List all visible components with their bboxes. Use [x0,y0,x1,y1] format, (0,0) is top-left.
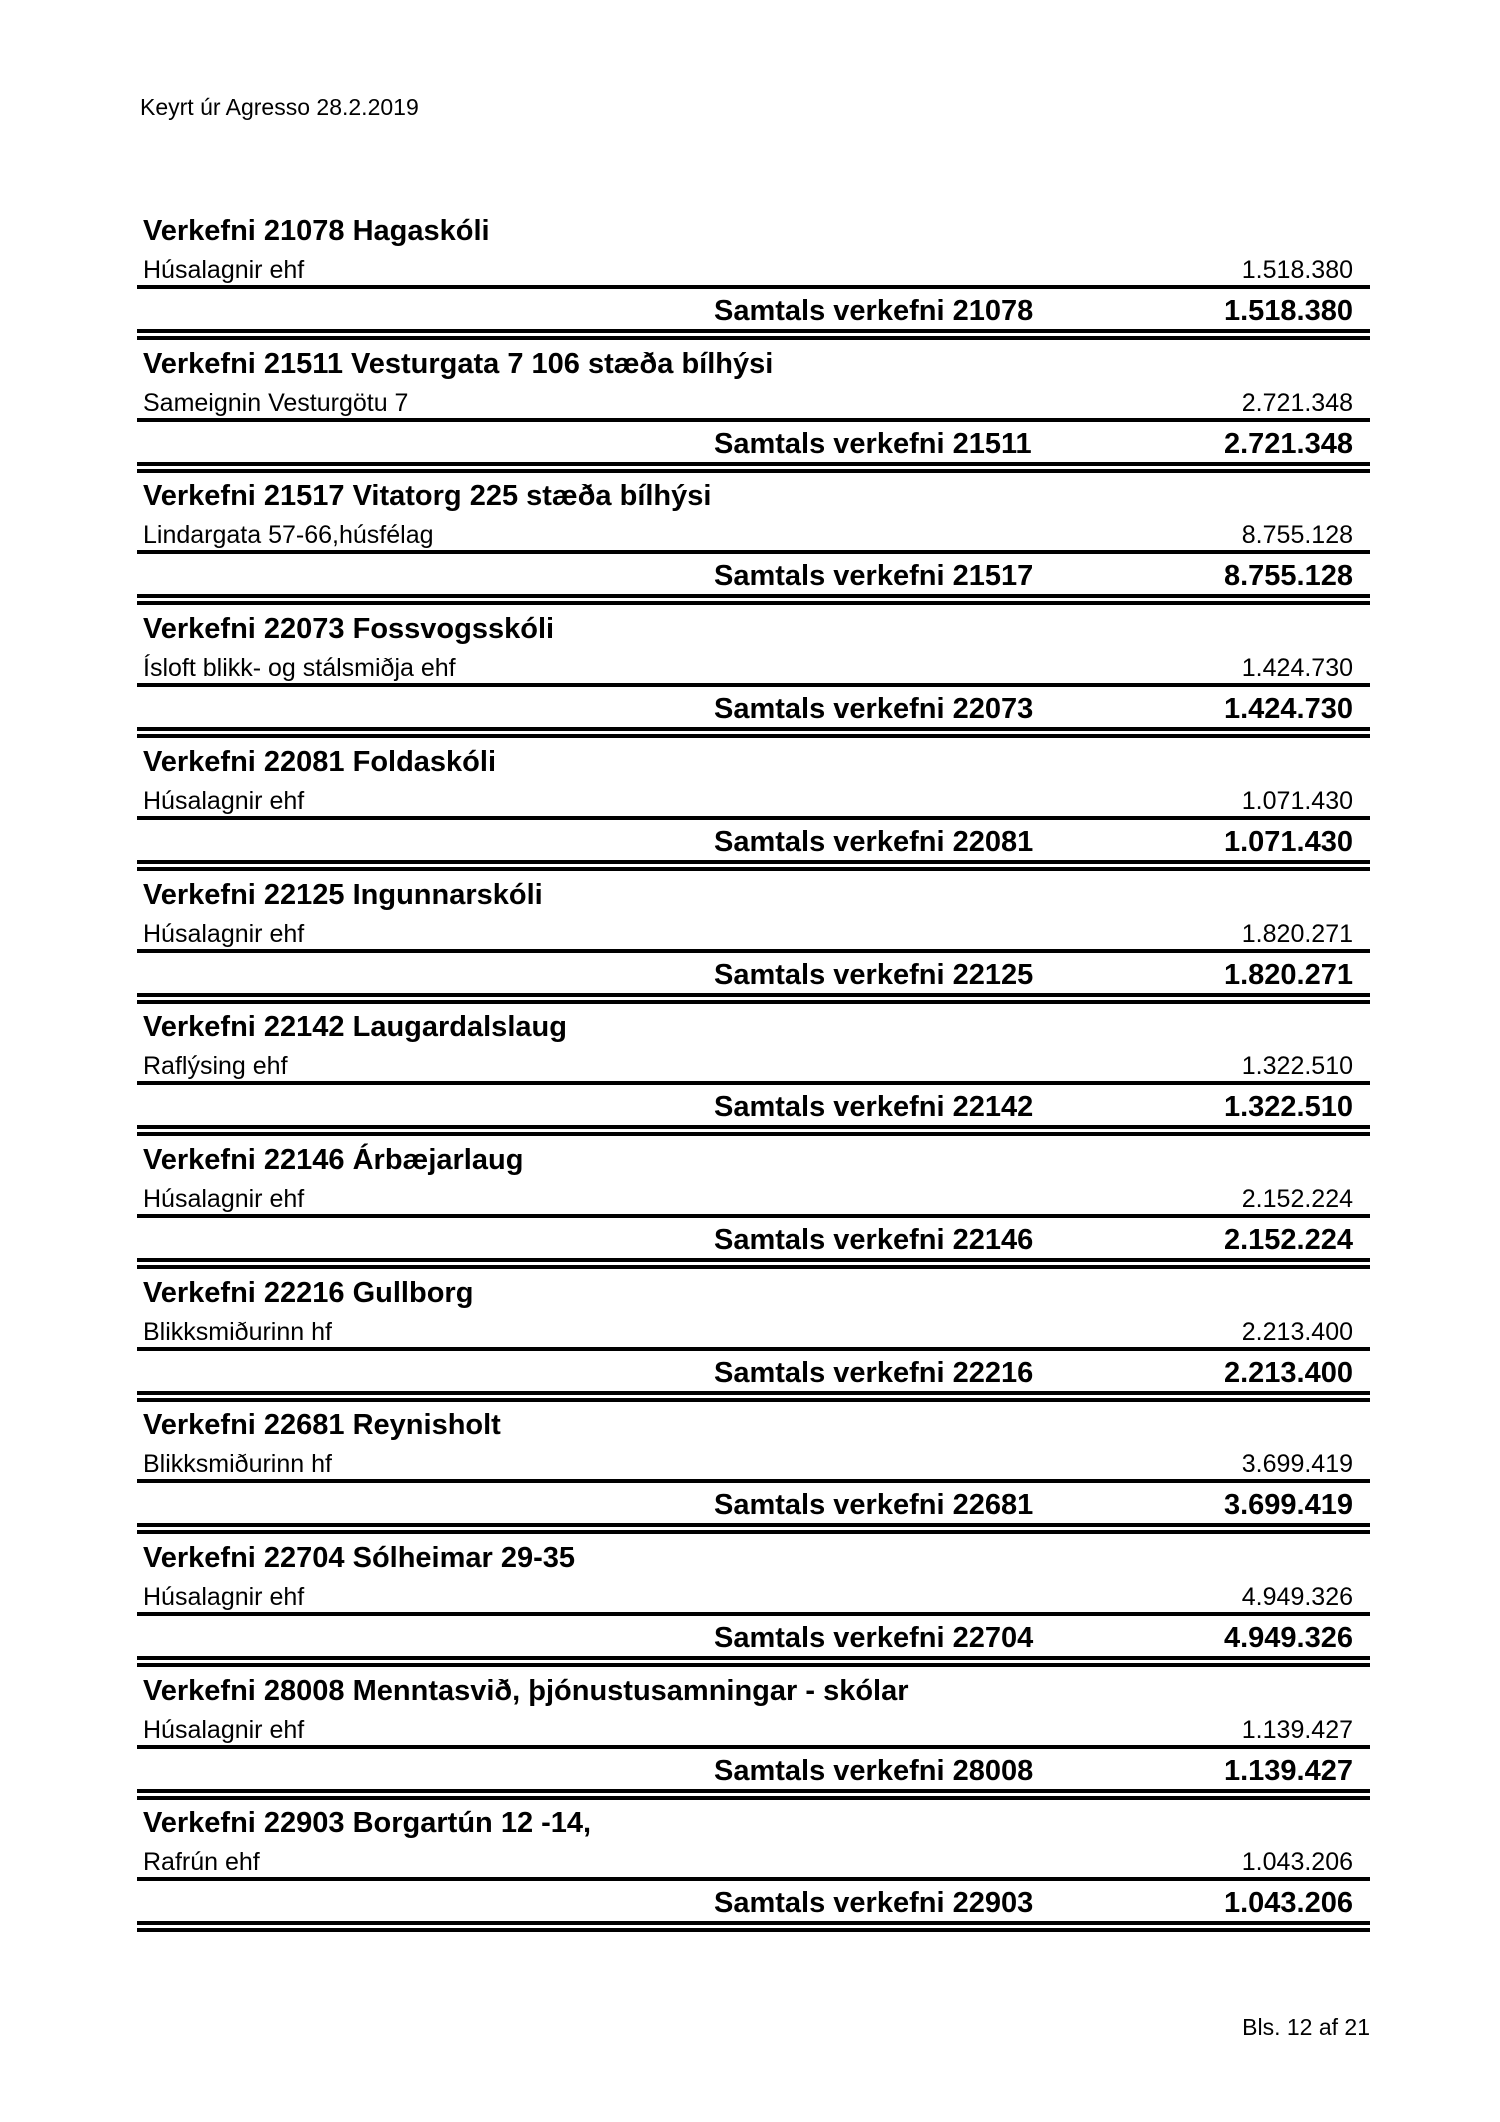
supplier-amount: 1.071.430 [1241,786,1353,815]
supplier-amount: 1.139.427 [1241,1715,1353,1744]
project-total-amount: 3.699.419 [1223,1489,1353,1522]
supplier-name: Blikksmiðurinn hf [143,1317,332,1346]
supplier-name: Rafrún ehf [143,1848,260,1877]
supplier-name: Húsalagnir ehf [143,786,305,815]
total-double-rule [137,993,1370,997]
page-number: Bls. 12 af 21 [1242,2014,1370,2040]
total-double-rule [137,1663,1370,1667]
project-title: Verkefni 22903 Borgartún 12 -14, [143,1807,592,1840]
project-block [137,1542,1370,1692]
project-title: Verkefni 21078 Hagaskóli [143,215,490,247]
total-double-rule [137,594,1370,598]
row-divider [137,949,1370,953]
project-block [137,480,1370,630]
supplier-name: Húsalagnir ehf [143,1583,305,1611]
total-double-rule [137,1132,1370,1136]
project-total-label: Samtals verkefni 22142 [714,1091,1034,1124]
project-block [137,1011,1370,1161]
supplier-amount: 2.152.224 [1241,1184,1353,1213]
project-total-label: Samtals verkefni 22704 [714,1622,1034,1654]
project-block [137,1409,1370,1559]
row-divider [137,816,1370,820]
supplier-amount: 1.424.730 [1241,654,1353,683]
total-double-rule [137,1391,1370,1395]
row-divider [137,550,1370,554]
supplier-amount: 1.043.206 [1241,1848,1353,1877]
project-total-amount: 1.820.271 [1223,958,1353,991]
row-divider [137,1214,1370,1218]
total-double-rule [137,1523,1370,1527]
supplier-amount: 2.721.348 [1241,388,1353,417]
project-title: Verkefni 22216 Gullborg [143,1276,474,1309]
project-title: Verkefni 21517 Vitatorg 225 stæða bílhýsi [143,480,712,513]
supplier-amount: 1.518.380 [1241,256,1353,284]
project-total-label: Samtals verkefni 22903 [714,1887,1034,1920]
total-double-rule [137,734,1370,738]
project-total-amount: 4.949.326 [1223,1622,1353,1654]
project-total-label: Samtals verkefni 21511 [714,427,1032,460]
project-block [137,215,1370,365]
row-divider [137,418,1370,422]
row-divider [137,1081,1370,1085]
total-double-rule [137,1398,1370,1402]
supplier-name: Húsalagnir ehf [143,1715,305,1744]
project-block [137,1143,1370,1294]
project-total-amount: 2.721.348 [1223,427,1353,460]
total-double-rule [137,469,1370,473]
row-divider [137,1347,1370,1351]
row-divider [137,683,1370,687]
total-double-rule [137,1000,1370,1004]
supplier-amount: 1.820.271 [1241,919,1353,948]
supplier-name: Sameignin Vesturgötu 7 [143,388,409,417]
project-total-label: Samtals verkefni 22146 [714,1223,1034,1256]
total-double-rule [137,1796,1370,1800]
total-double-rule [137,1258,1370,1262]
project-block [137,878,1370,1029]
row-divider [137,1479,1370,1483]
project-total-label: Samtals verkefni 21517 [714,560,1034,593]
total-double-rule [137,1265,1370,1269]
row-divider [137,285,1370,289]
page-header: Keyrt úr Agresso 28.2.2019 [140,94,419,120]
project-title: Verkefni 22081 Foldaskóli [143,745,497,778]
project-title: Verkefni 22681 Reynisholt [143,1409,501,1442]
supplier-amount: 1.322.510 [1241,1052,1353,1081]
supplier-amount: 8.755.128 [1241,521,1353,550]
total-double-rule [137,329,1370,333]
project-total-label: Samtals verkefni 22081 [714,825,1034,858]
supplier-name: Raflýsing ehf [143,1052,288,1081]
supplier-name: Ísloft blikk- og stálsmiðja ehf [143,654,456,683]
project-block [137,613,1370,763]
supplier-name: Húsalagnir ehf [143,919,305,948]
project-total-amount: 2.213.400 [1223,1356,1353,1389]
supplier-name: Húsalagnir ehf [143,256,305,284]
project-block [137,1276,1370,1427]
total-double-rule [137,727,1370,731]
total-double-rule [137,336,1370,340]
project-total-label: Samtals verkefni 22073 [714,693,1034,726]
project-block [137,745,1370,896]
project-title: Verkefni 22146 Árbæjarlaug [143,1143,524,1176]
total-double-rule [137,1921,1370,1925]
row-divider [137,1877,1370,1881]
project-title: Verkefni 28008 Menntasvið, þjónustusamningar - skólar [143,1674,909,1707]
project-total-amount: 1.043.206 [1223,1887,1353,1920]
project-total-label: Samtals verkefni 28008 [714,1754,1034,1787]
project-title: Verkefni 22073 Fossvogsskóli [143,613,555,646]
project-block [137,1674,1370,1825]
project-total-amount: 1.139.427 [1223,1754,1353,1787]
project-total-amount: 1.518.380 [1223,295,1353,327]
project-title: Verkefni 22142 Laugardalslaug [143,1011,567,1044]
total-double-rule [137,1928,1370,1932]
total-double-rule [137,1125,1370,1129]
supplier-name: Lindargata 57-66,húsfélag [143,521,434,550]
project-total-amount: 1.424.730 [1223,693,1353,726]
supplier-name: Húsalagnir ehf [143,1184,305,1213]
project-total-label: Samtals verkefni 22681 [714,1489,1034,1522]
project-total-amount: 1.071.430 [1223,825,1353,858]
total-double-rule [137,1530,1370,1534]
supplier-amount: 3.699.419 [1241,1450,1353,1479]
total-double-rule [137,860,1370,864]
total-double-rule [137,1656,1370,1660]
project-title: Verkefni 22704 Sólheimar 29-35 [143,1542,576,1574]
project-total-label: Samtals verkefni 21078 [714,295,1034,327]
row-divider [137,1612,1370,1616]
project-block [137,347,1370,498]
project-total-label: Samtals verkefni 22216 [714,1356,1034,1389]
project-total-label: Samtals verkefni 22125 [714,958,1034,991]
supplier-name: Blikksmiðurinn hf [143,1450,332,1479]
total-double-rule [137,867,1370,871]
project-title: Verkefni 21511 Vesturgata 7 106 stæða bílhýsi [143,347,774,380]
total-double-rule [137,462,1370,466]
project-total-amount: 2.152.224 [1223,1223,1353,1256]
total-double-rule [137,601,1370,605]
row-divider [137,1745,1370,1749]
project-title: Verkefni 22125 Ingunnarskóli [143,878,543,911]
total-double-rule [137,1789,1370,1793]
project-block [137,1807,1370,1957]
project-total-amount: 8.755.128 [1223,560,1353,593]
project-total-amount: 1.322.510 [1223,1091,1353,1124]
supplier-amount: 4.949.326 [1241,1583,1353,1611]
supplier-amount: 2.213.400 [1241,1317,1353,1346]
